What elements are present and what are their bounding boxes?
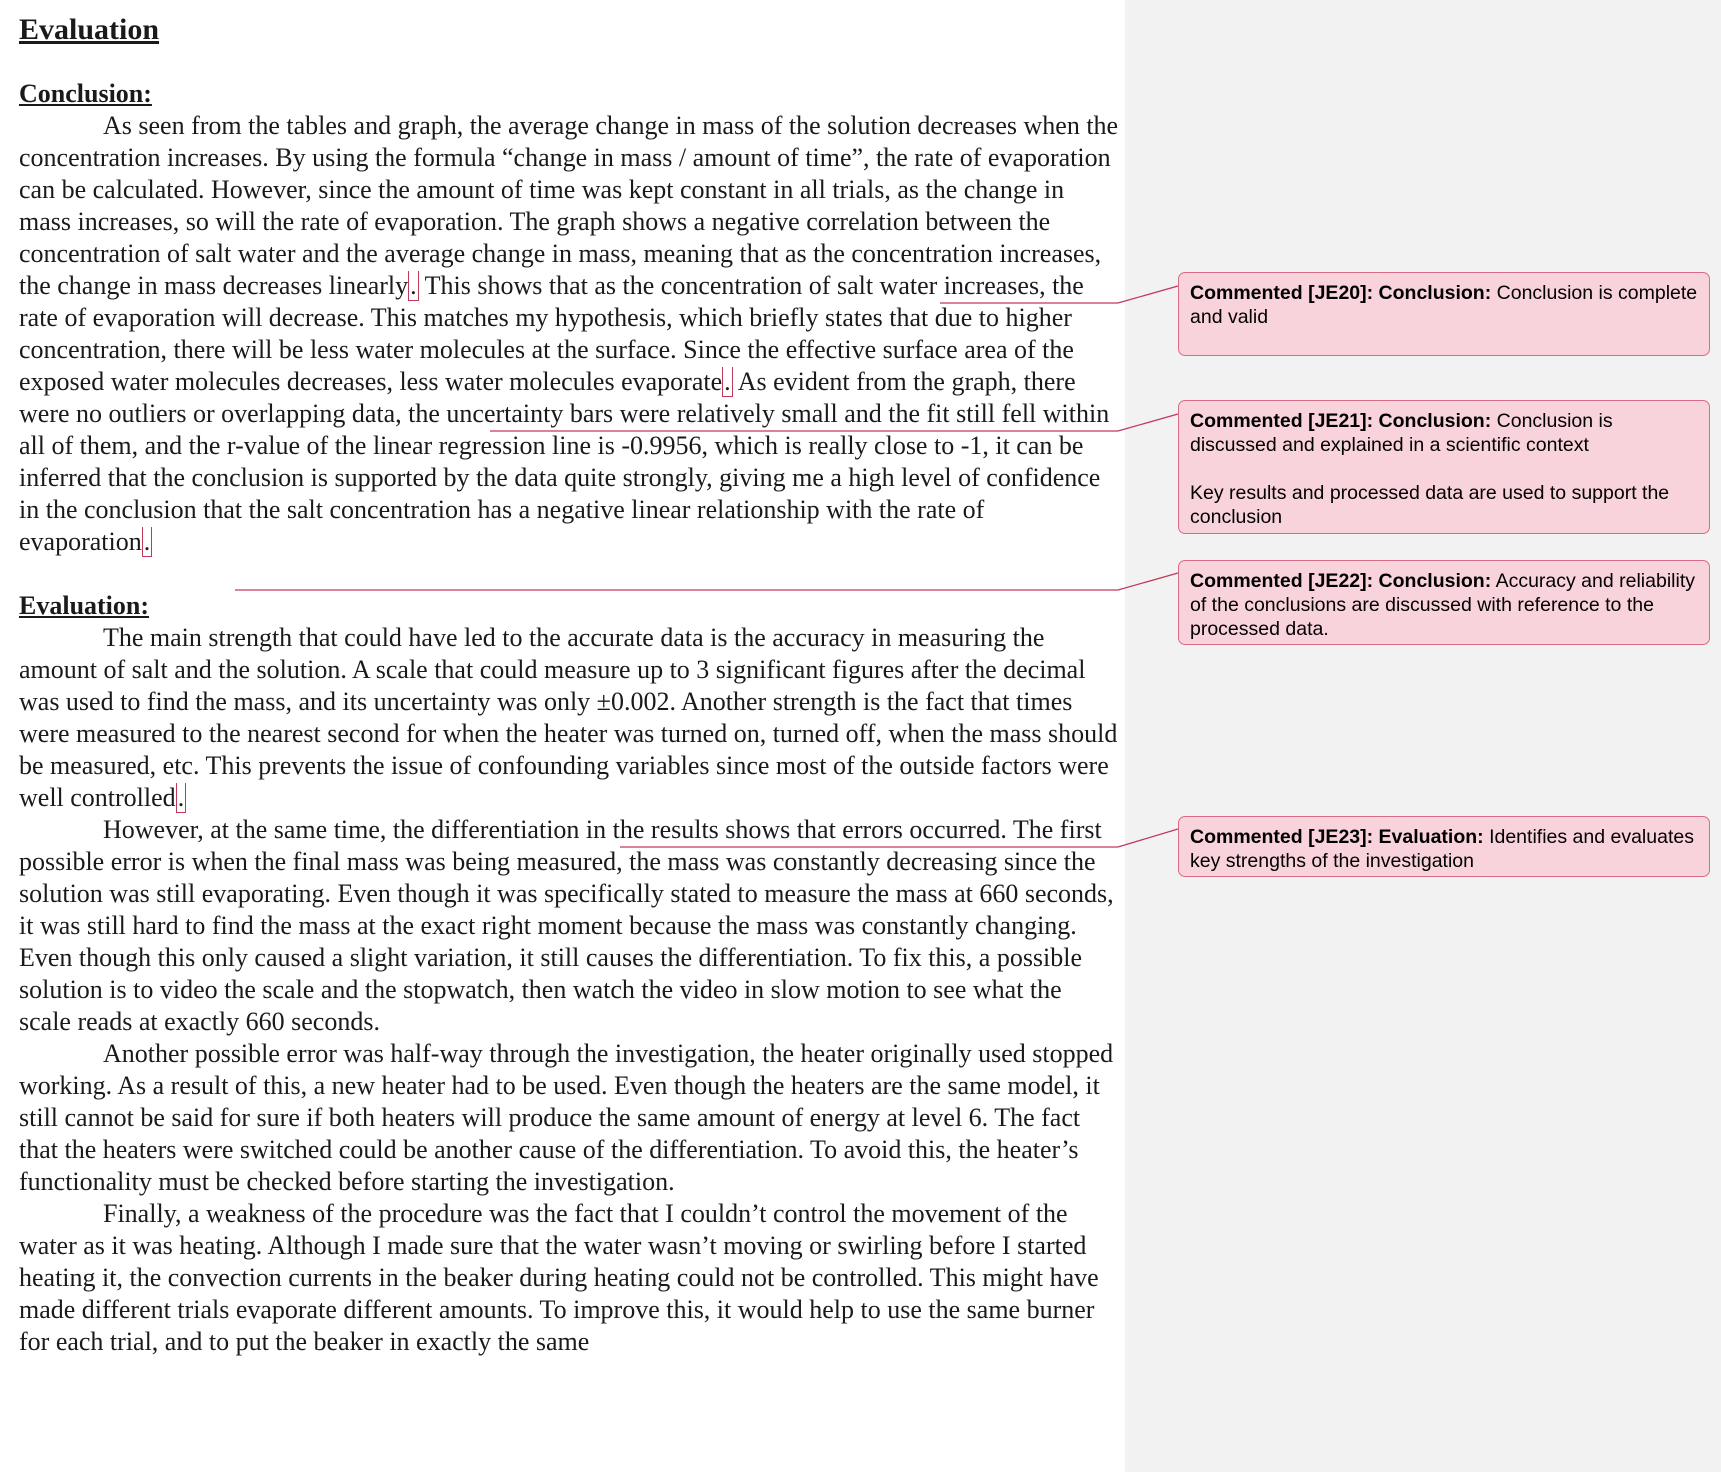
comment-category: Evaluation:	[1378, 826, 1484, 848]
document-body[interactable]	[19, 6, 1119, 1358]
comment-category: Conclusion:	[1378, 282, 1492, 304]
comment-anchor-je20[interactable]: .	[410, 271, 417, 300]
conclusion-text-3: As evident from the graph, there were no outliers or overlapping data, the uncertainty bars were relatively small and the fit still fell within all of them, and the r-value of the linear regression line is -0.9956, which is really close to -1, it can be inferred that the conclusion is supported by the data quite strongly, giving me a high level of confidence in the conclusion that the salt concentration has a negative linear relationship with the rate of evaporation	[19, 367, 1110, 556]
evaluation-heading: Evaluation:	[19, 591, 150, 620]
comment-label: Commented [JE20]:	[1190, 282, 1374, 304]
comment-category: Conclusion:	[1378, 570, 1492, 592]
comment-text: Conclusion is discussed and explained in a scientific context	[1190, 410, 1613, 456]
evaluation-paragraph-4: Finally, a weakness of the procedure was the fact that I couldn’t control the movement of the water as it was heating. Although I made sure that the water wasn’t moving or swirling before I started heating it, the convection currents in the beaker during heating could not be controlled. This might have made different trials evaporate different amounts. To improve this, it would help to use the same burner for each trial, and to put the beaker in exactly the same	[19, 1199, 1099, 1356]
comment-text-2: Key results and processed data are used to support the conclusion	[1190, 482, 1670, 528]
section-title: Evaluation	[19, 13, 160, 46]
evaluation-paragraph-3: Another possible error was half-way through the investigation, the heater originally used stopped working. As a result of this, a new heater had to be used. Even though the heaters are the same model, it still cannot be said for sure if both heaters will produce the same amount of energy at level 6. The fact that the heaters were switched could be another cause of the differentiation. To avoid this, the heater’s functionality must be checked before starting the investigation.	[19, 1039, 1114, 1196]
comment-category: Conclusion:	[1378, 410, 1492, 432]
evaluation-paragraph-2: However, at the same time, the differentiation in the results shows that errors occurred. The first possible error is when the final mass was being measured, the mass was constantly decreasing since the solution was still evaporating. Even though it was specifically stated to measure the mass at 660 seconds, it was still hard to find the mass at the exact right moment because the mass was constantly changing. Even though this only caused a slight variation, it still causes the differentiation. To fix this, a possible solution is to video the scale and the stopwatch, then watch the video in slow motion to see what the scale reads at exactly 660 seconds.	[19, 815, 1114, 1036]
comment-text: Identifies and evaluates key strengths of the investigation	[1190, 826, 1694, 872]
conclusion-text-1: As seen from the tables and graph, the average change in mass of the solution decreases when the concentration increases. By using the formula “change in mass / amount of time”, the rate of evaporation can be calculated. However, since the amount of time was kept constant in all trials, as the change in mass increases, so will the rate of evaporation. The graph shows a negative correlation between the concentration of salt water and the average change in mass, meaning that as the concentration increases, the change in mass decreases linearly	[19, 111, 1119, 300]
comment-balloon-je22[interactable]	[1178, 560, 1710, 645]
blank-line	[19, 558, 1119, 590]
comment-text: Accuracy and reliability of the conclusions are discussed with reference to the processed data.	[1190, 570, 1695, 640]
comment-anchor-je22[interactable]: .	[143, 527, 151, 556]
comment-anchor-je21[interactable]: .	[724, 367, 731, 396]
comment-text: Conclusion is complete and valid	[1190, 282, 1698, 328]
conclusion-paragraph	[19, 110, 1119, 558]
comment-label: Commented [JE21]:	[1190, 410, 1374, 432]
evaluation-paragraph-1	[19, 622, 1119, 814]
comment-balloon-je20[interactable]	[1178, 272, 1710, 356]
comment-label: Commented [JE22]:	[1190, 570, 1374, 592]
comment-label: Commented [JE23]:	[1190, 826, 1374, 848]
evaluation-p1-text: The main strength that could have led to the accurate data is the accuracy in measuring the amount of salt and the solution. A scale that could measure up to 3 significant figures after the decimal was used to find the mass, and its uncertainty was only ±0.002. Another strength is the fact that times were measured to the nearest second for when the heater was turned on, turned off, when the mass should be measured, etc. This prevents the issue of confounding variables since most of the outside factors were well controlled	[19, 623, 1118, 812]
conclusion-heading: Conclusion:	[19, 79, 152, 108]
conclusion-text-2: This shows that as the concentration of salt water increases, the rate of evaporation will decrease. This matches my hypothesis, which briefly states that due to higher concentration, there will be less water molecules at the surface. Since the effective surface area of the exposed water molecules decreases, less water molecules evaporate	[19, 271, 1084, 396]
comment-anchor-je23[interactable]: .	[177, 783, 185, 812]
comment-balloon-je23[interactable]	[1178, 816, 1710, 877]
comment-balloon-je21[interactable]	[1178, 400, 1710, 534]
comments-margin-pane	[1125, 0, 1721, 1472]
